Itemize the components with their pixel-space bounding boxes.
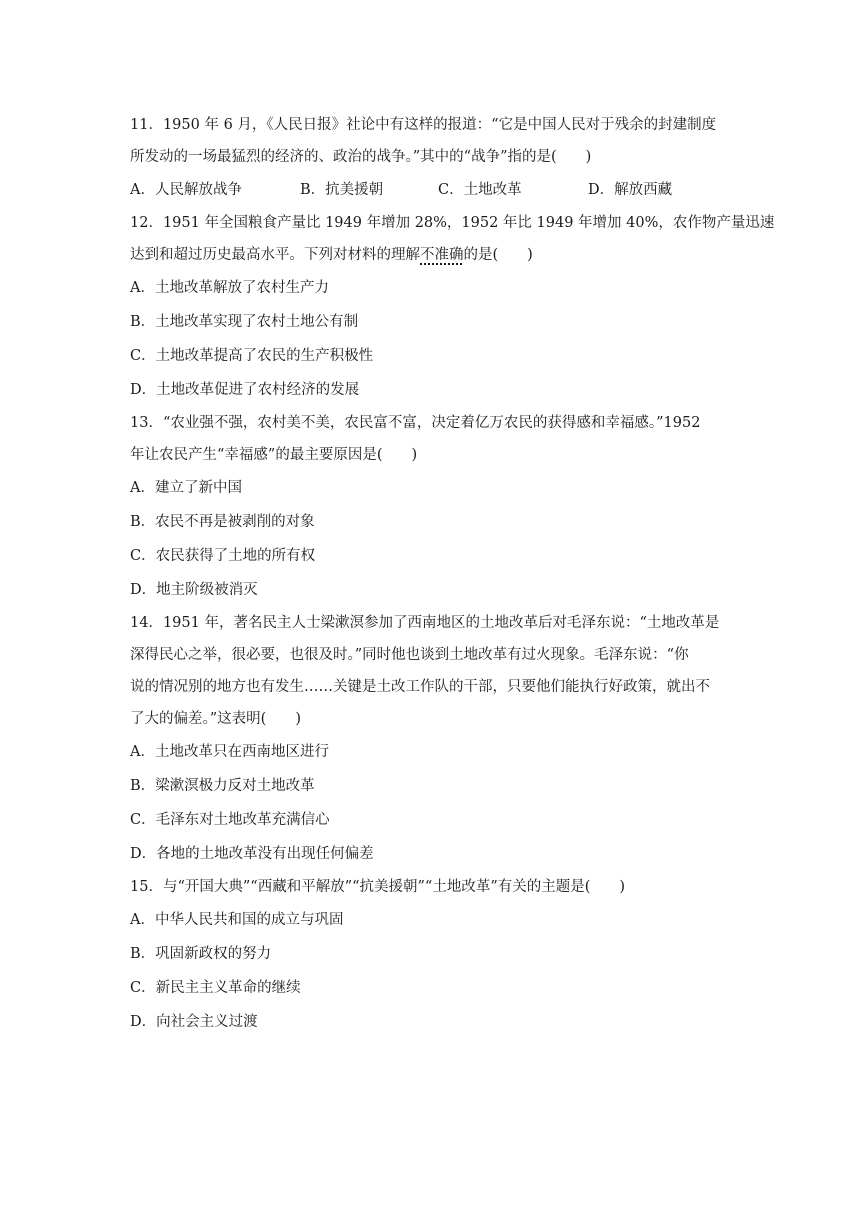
question-stem-line: 14．1951 年，著名民主人士梁漱溟参加了西南地区的土地改革后对毛泽东说：“土地改革是 bbox=[130, 615, 720, 631]
question-stem-line: 所发动的一场最猛烈的经济的、政治的战争。”其中的“战争”指的是( ) bbox=[130, 149, 592, 165]
question-stem-line: 12．1951 年全国粮食产量比 1949 年增加 28%，1952 年比 1949 年增加 40%，农作物产量迅速 bbox=[130, 215, 775, 231]
question-11 bbox=[130, 109, 730, 207]
option-a: A．中华人民共和国的成立与巩固 bbox=[130, 912, 344, 928]
question-stem-line: 说的情况别的地方也有发生……关键是土改工作队的干部，只要他们能执行好政策，就出不 bbox=[130, 679, 710, 695]
option-b: B．土地改革实现了农村土地公有制 bbox=[130, 314, 359, 330]
exam-page bbox=[130, 109, 775, 1039]
question-stem-line: 15．与“开国大典”“西藏和平解放”“抗美援朝”“土地改革”有关的主题是( ) bbox=[130, 879, 626, 895]
option-c: C．毛泽东对土地改革充满信心 bbox=[130, 812, 330, 828]
stem-text: 达到和超过历史最高水平。下列对材料的理解 bbox=[130, 247, 420, 263]
option-b: B．抗美援朝 bbox=[300, 182, 384, 198]
option-b: B．巩固新政权的努力 bbox=[130, 946, 272, 962]
option-c: C．土地改革 bbox=[438, 182, 522, 198]
emphasis-text: 不准确 bbox=[420, 247, 464, 263]
question-14 bbox=[130, 607, 730, 871]
stem-tail: 的是( ) bbox=[463, 247, 533, 263]
option-a: A．土地改革只在西南地区进行 bbox=[130, 744, 329, 760]
question-stem-line: 深得民心之举，很必要，也很及时。”同时他也谈到土地改革有过火现象。毛泽东说：“你 bbox=[130, 647, 689, 663]
question-stem-line bbox=[130, 239, 730, 271]
question-12 bbox=[130, 207, 775, 407]
option-a: A．人民解放战争 bbox=[130, 182, 242, 198]
option-d: D．土地改革促进了农村经济的发展 bbox=[130, 382, 360, 398]
question-stem-line: 13．“农业强不强，农村美不美，农民富不富，决定着亿万农民的获得感和幸福感。”1952 bbox=[130, 415, 701, 431]
option-a: A．建立了新中国 bbox=[130, 480, 242, 496]
option-c: C．新民主主义革命的继续 bbox=[130, 980, 301, 996]
question-15 bbox=[130, 871, 730, 1039]
question-stem-line: 年让农民产生“幸福感”的最主要原因是( ) bbox=[130, 447, 418, 463]
option-d: D．解放西藏 bbox=[588, 182, 673, 198]
option-d: D．向社会主义过渡 bbox=[130, 1014, 258, 1030]
option-b: B．农民不再是被剥削的对象 bbox=[130, 514, 315, 530]
option-c: C．农民获得了土地的所有权 bbox=[130, 548, 316, 564]
question-stem-line: 11．1950 年 6 月，《人民日报》社论中有这样的报道：“它是中国人民对于残余的封建制度 bbox=[130, 117, 717, 133]
option-a: A．土地改革解放了农村生产力 bbox=[130, 280, 329, 296]
question-stem-line: 了大的偏差。”这表明( ) bbox=[130, 711, 301, 727]
option-d: D．地主阶级被消灭 bbox=[130, 582, 258, 598]
option-c: C．土地改革提高了农民的生产积极性 bbox=[130, 348, 374, 364]
option-b: B．梁漱溟极力反对土地改革 bbox=[130, 778, 315, 794]
question-13 bbox=[130, 407, 730, 607]
option-row bbox=[130, 173, 730, 207]
option-d: D．各地的土地改革没有出现任何偏差 bbox=[130, 846, 374, 862]
